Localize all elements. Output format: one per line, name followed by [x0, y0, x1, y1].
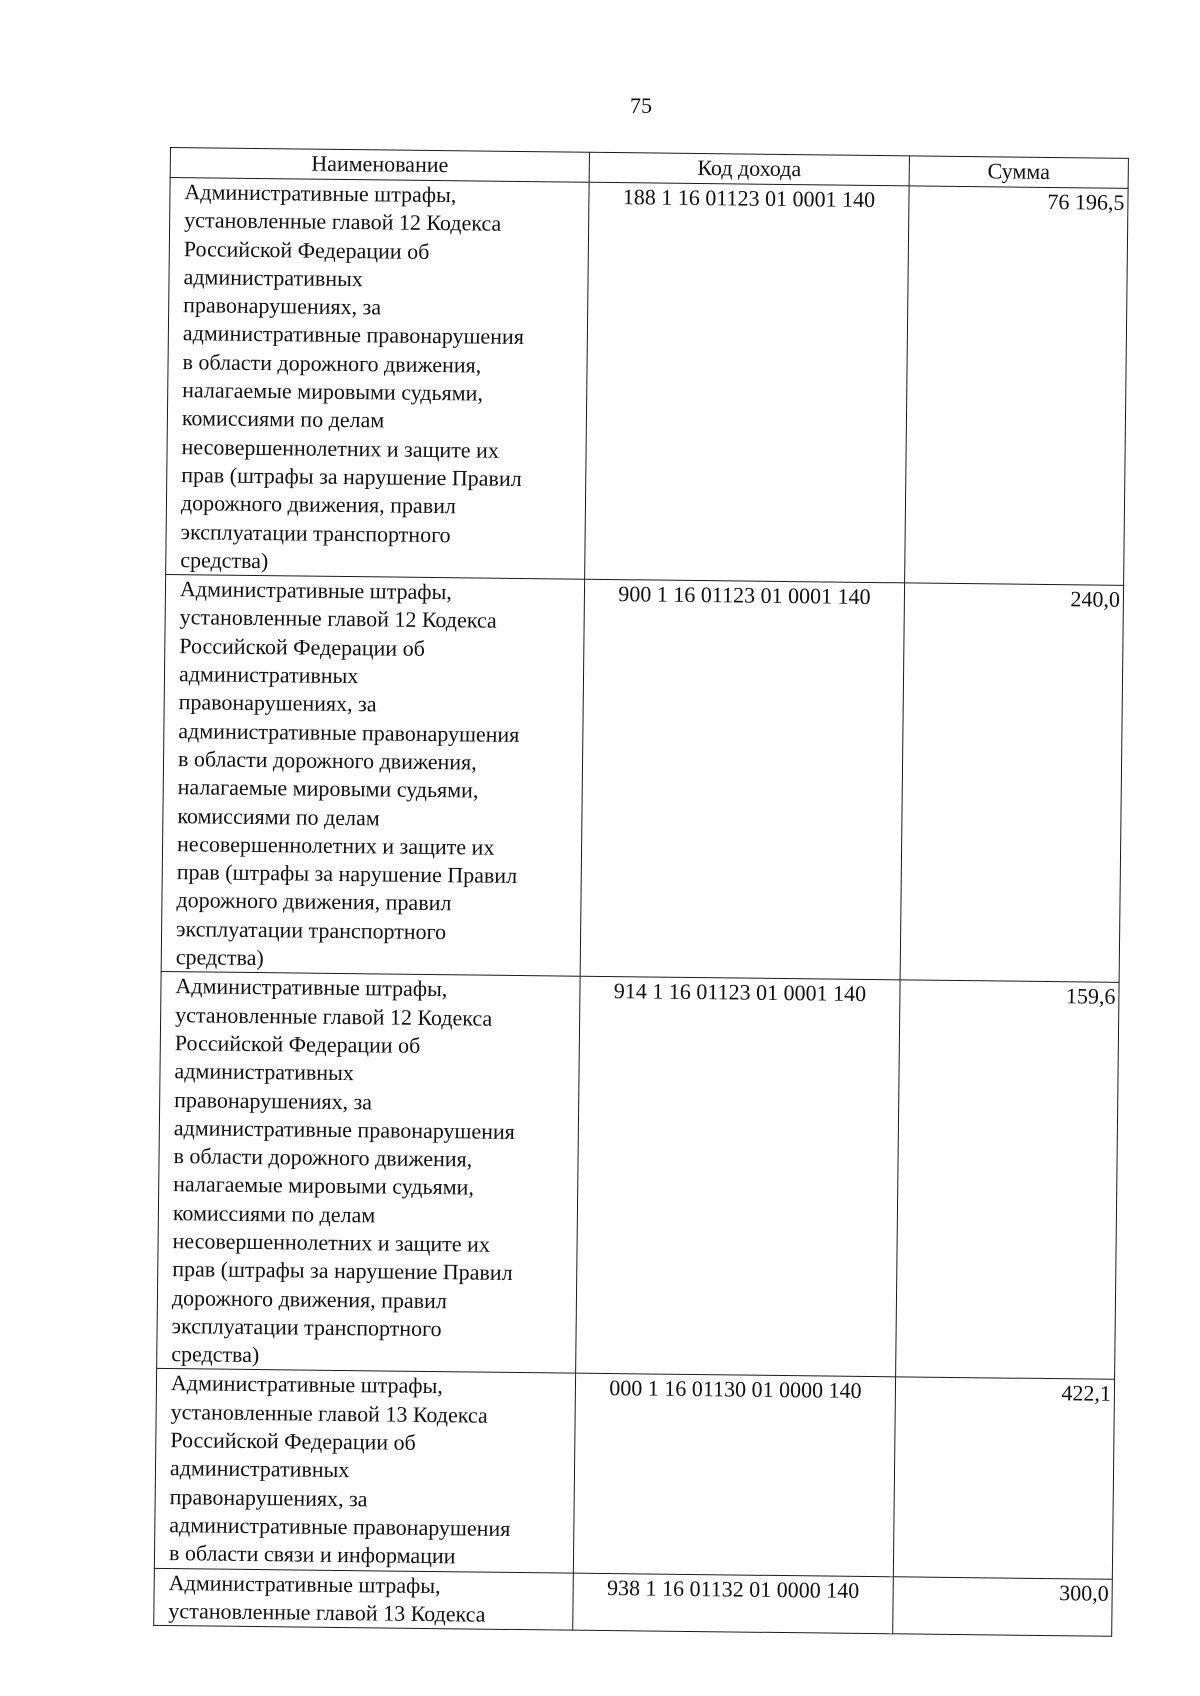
revenue-name-line: административных [174, 1058, 355, 1086]
revenue-name-line: правонарушениях, за [183, 292, 382, 320]
revenue-name-line: налагаемые мировыми судьями, [173, 1171, 475, 1200]
column-header-code: Код дохода [589, 152, 909, 186]
revenue-name-line: налагаемые мировыми судьями, [177, 774, 479, 803]
revenue-name-line: дорожного движения, правил [176, 887, 452, 916]
revenue-name-line: дорожного движения, правил [180, 490, 457, 519]
revenue-name-line: комиссиями по делам [181, 405, 385, 433]
revenue-name-line: прав (штрафы за нарушение Правил [181, 462, 522, 491]
revenue-name-line: административные правонарушения [182, 320, 525, 350]
table-row [154, 1568, 1113, 1636]
revenue-name-line: в области дорожного движения, [182, 348, 482, 378]
revenue-name-line: налагаемые мировыми судьями, [182, 377, 484, 406]
revenue-name-line: установленные главой 12 Кодекса [184, 207, 502, 237]
revenue-name-cell [166, 178, 589, 580]
revenue-name-line: установленные главой 12 Кодекса [175, 1001, 493, 1031]
revenue-name-line: несовершеннолетних и защите их [181, 433, 500, 463]
revenue-name-line: правонарушениях, за [174, 1086, 373, 1114]
revenue-code-cell: 938 1 16 01132 01 0000 140 [573, 1573, 894, 1634]
revenue-code-cell: 000 1 16 01130 01 0000 140 [573, 1374, 895, 1577]
revenue-name-line: административные правонарушения [169, 1512, 511, 1541]
revenue-name-line: Административные штрафы, [168, 1569, 441, 1598]
table-row [154, 1369, 1114, 1579]
column-header-name: Наименование [170, 148, 589, 183]
revenue-name-line: установленные главой 13 Кодекса [168, 1597, 486, 1627]
revenue-sum-cell: 76 196,5 [905, 186, 1128, 586]
revenue-name-line: в области связи и информации [168, 1540, 456, 1569]
revenue-name-line: Российской Федерации об [174, 1030, 421, 1058]
table-row [166, 178, 1128, 586]
revenue-code-cell: 188 1 16 01123 01 0001 140 [585, 182, 909, 583]
revenue-sum-cell: 240,0 [900, 583, 1123, 983]
revenue-name-line: Административные штрафы, [179, 576, 453, 605]
revenue-name-line: Российской Федерации об [170, 1427, 416, 1455]
revenue-name-line: установленные главой 12 Кодекса [179, 604, 497, 634]
revenue-name-line: дорожного движения, правил [171, 1284, 448, 1313]
revenue-code-cell: 914 1 16 01123 01 0001 140 [576, 977, 900, 1378]
revenue-name-line: Административные штрафы, [170, 1370, 443, 1399]
revenue-name-line: несовершеннолетних и защите их [176, 830, 495, 860]
revenue-sum-cell: 159,6 [896, 980, 1119, 1380]
revenue-name-cell [161, 575, 584, 977]
revenue-name-line: административных [183, 264, 364, 292]
revenue-name-cell [154, 1369, 575, 1573]
table-body [154, 178, 1128, 1637]
table-row [161, 575, 1123, 983]
table-row [157, 972, 1119, 1380]
revenue-table [153, 147, 1129, 1637]
revenue-name-line: Административные штрафы, [184, 179, 457, 208]
column-header-sum: Сумма [909, 156, 1128, 188]
revenue-name-cell [154, 1568, 574, 1630]
revenue-name-line: административные правонарушения [173, 1114, 516, 1144]
revenue-sum-cell: 422,1 [893, 1377, 1114, 1579]
revenue-name-line: прав (штрафы за нарушение Правил [172, 1256, 513, 1286]
revenue-name-cell [157, 972, 580, 1374]
revenue-name-line: правонарушениях, за [178, 689, 377, 717]
revenue-name-line: в области дорожного движения, [173, 1143, 473, 1172]
revenue-name-line: установленные главой 13 Кодекса [170, 1398, 488, 1428]
revenue-name-line: средства) [171, 1341, 260, 1368]
revenue-name-line: комиссиями по делам [177, 802, 380, 830]
revenue-name-line: Российской Федерации об [183, 235, 430, 264]
revenue-name-line: средства) [180, 547, 269, 574]
revenue-sum-cell: 300,0 [893, 1576, 1113, 1636]
revenue-name-line: эксплуатации транспортного [180, 518, 451, 547]
revenue-name-line: несовершеннолетних и защите их [172, 1228, 491, 1257]
revenue-name-line: правонарушениях, за [169, 1483, 368, 1511]
revenue-name-line: административных [169, 1455, 350, 1483]
page-number: 75 [630, 93, 652, 118]
revenue-name-line: административные правонарушения [178, 717, 520, 747]
revenue-name-line: административных [178, 661, 359, 689]
revenue-name-line: Административные штрафы, [175, 973, 448, 1002]
revenue-name-line: в области дорожного движения, [177, 746, 477, 775]
revenue-name-line: средства) [175, 944, 264, 971]
revenue-name-line: эксплуатации транспортного [171, 1312, 442, 1342]
revenue-name-line: прав (штрафы за нарушение Правил [176, 859, 518, 889]
revenue-table-container [153, 147, 1129, 1637]
revenue-code-cell: 900 1 16 01123 01 0001 140 [580, 579, 904, 980]
revenue-name-line: комиссиями по делам [172, 1199, 376, 1228]
revenue-name-line: Российской Федерации об [179, 632, 425, 661]
revenue-name-line: эксплуатации транспортного [175, 915, 447, 944]
